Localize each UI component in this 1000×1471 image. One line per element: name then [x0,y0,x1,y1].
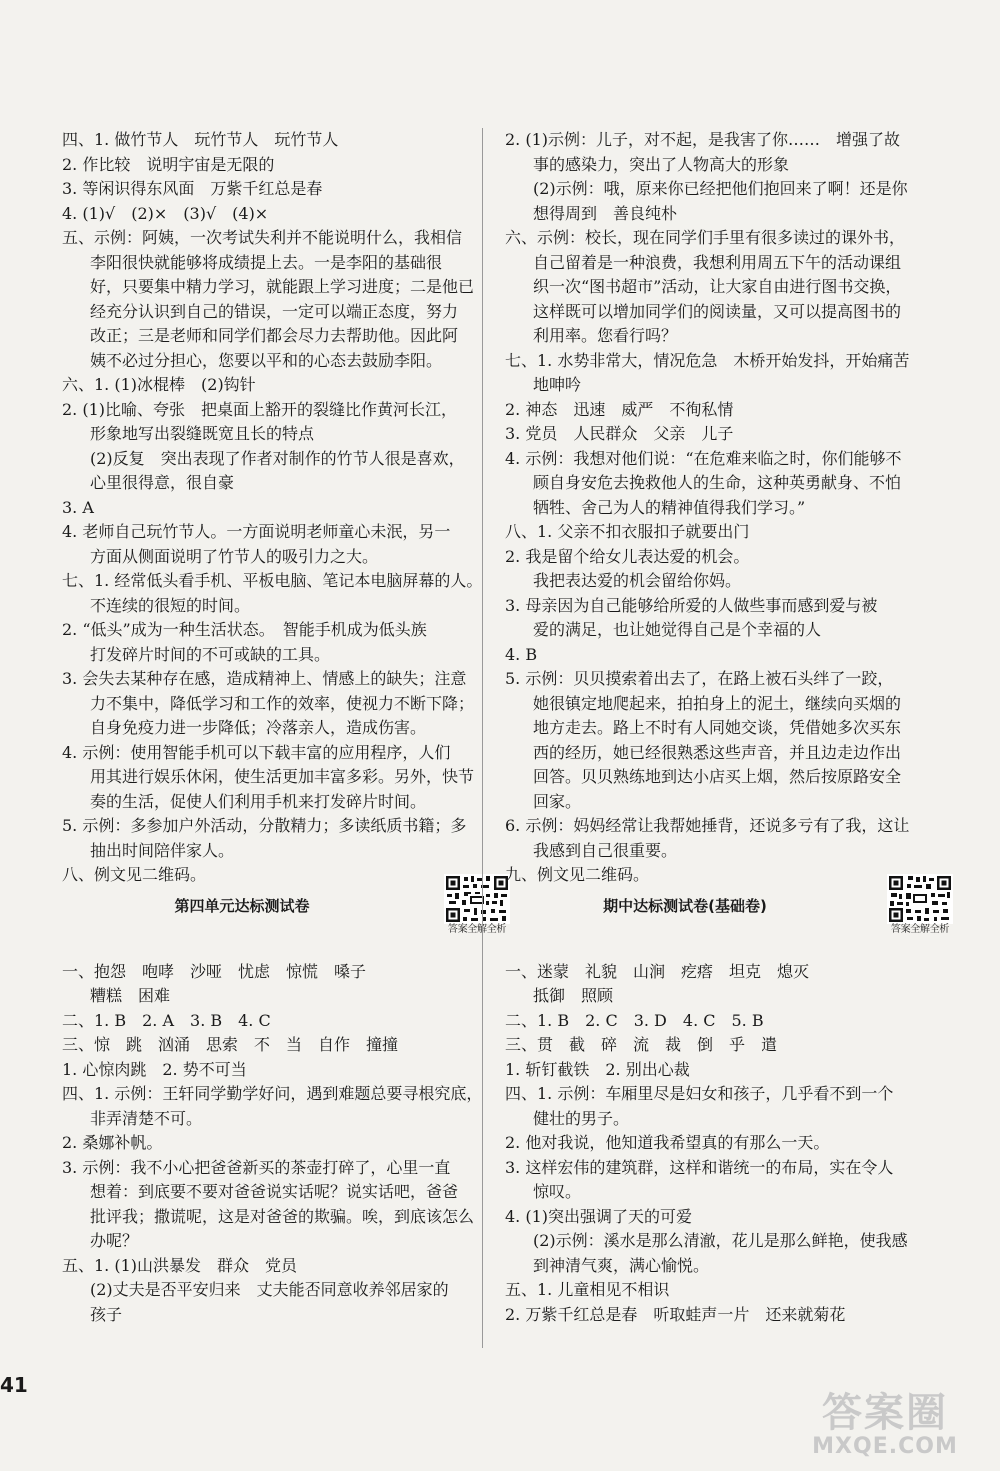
answer-line: 奏的生活，促使人们利用手机来打发碎片时间。 [90,791,427,811]
answer-line: 力不集中，降低学习和工作的效率，使视力不断下降； [90,693,475,713]
answer-line: 想得周到 善良纯朴 [533,203,678,223]
watermark-logo [790,1391,980,1459]
answer-line: 健壮的男子。 [533,1108,630,1128]
section-title: 第四单元达标测试卷 [174,896,310,915]
qr-code-icon [444,874,510,924]
answer-line: 2. 他对我说，他知道我希望真的有那么一天。 [505,1133,830,1152]
answer-line: 顾自身安危去挽救他人的生命，这种英勇献身、不怕 [533,473,902,492]
answer-line: 地呻吟 [533,375,582,394]
qr-code-icon [887,874,953,924]
answer-line: 牺牲、舍己为人的精神值得我们学习。” [533,497,806,517]
answer-line: 4. (1)√ (2)× (3)√ (4)× [62,203,269,223]
answer-line: 4. 示例：我想对他们说：“在危难来临之时，你们能够不 [505,448,902,468]
answer-line: 事的感染力，突出了人物高大的形象 [533,154,790,174]
answer-line: 姨不必过分担心，您要以平和的心态去鼓励李阳。 [90,350,443,370]
answer-line: 1. 心惊肉跳 2. 势不可当 [62,1059,247,1079]
left-column [62,128,517,1327]
answer-line: 李阳很快就能够将成绩提上去。一是李阳的基础很 [90,252,443,272]
answer-line: 2. 桑娜补帆。 [62,1133,163,1152]
answer-line: (2)示例：溪水是那么清澈，花儿是那么鲜艳，使我感 [533,1231,908,1250]
answer-line: 5. 示例：贝贝摸索着出去了，在路上被石头绊了一跤， [505,669,894,688]
answer-line: 九、例文见二维码。 [505,865,650,884]
column-divider [482,128,483,1348]
watermark-top-text: 答案圈 [822,1390,948,1436]
answer-line: 形象地写出裂缝既宽且长的特点 [90,424,315,443]
answer-line: 二、1. B 2. C 3. D 4. C 5. B [505,1010,764,1030]
page-number: 41 [0,1373,28,1397]
answer-line: 3. 党员 人民群众 父亲 儿子 [505,424,734,443]
answer-line: 我感到自己很重要。 [533,840,678,860]
answer-line: 2. 神态 迅速 威严 不徇私情 [505,399,734,419]
right-column [505,128,960,1327]
answer-line: 2. 我是留个给女儿表达爱的机会。 [505,546,750,566]
answer-line: 3. 示例：我不小心把爸爸新买的茶壶打碎了，心里一直 [62,1157,451,1177]
answer-line: 八、例文见二维码。 [62,865,207,884]
answers-block-left-b [62,960,517,1328]
watermark-bottom-text: MXQE.COM [812,1434,958,1459]
answer-line: 1. 斩钉截铁 2. 别出心裁 [505,1059,690,1079]
answers-block-right-b [505,960,960,1328]
answer-line: 自身免疫力进一步降低；冷落亲人，造成伤害。 [90,718,427,737]
answers-block-right-a [505,128,960,888]
answer-line: 用其进行娱乐休闲，使生活更加丰富多彩。另外，快节 [90,767,475,786]
answer-line: 5. 示例：多参加户外活动，分散精力；多读纸质书籍；多 [62,816,467,835]
answer-line: 一、迷蒙 礼貌 山涧 疙瘩 坦克 熄灭 [505,961,810,981]
answer-line: 3. 母亲因为自己能够给所爱的人做些事而感到爱与被 [505,595,878,615]
answer-line: 惊叹。 [533,1182,582,1201]
answer-line: 自己留着是一种浪费，我想利用周五下午的活动课组 [533,252,902,272]
section-header-unit4 [62,892,517,954]
answer-line: 方面从侧面说明了竹节人的吸引力之大。 [90,546,379,566]
answer-line: 六、示例：校长，现在同学们手里有很多读过的课外书， [505,228,906,247]
answer-line: 七、1. 经常低头看手机、平板电脑、笔记本电脑屏幕的人。 [62,571,483,590]
answer-line: 爱的满足，也让她觉得自己是个幸福的人 [533,620,822,639]
answer-line: 办呢？ [90,1231,139,1250]
answer-line: 回家。 [533,791,582,811]
section-title: 期中达标测试卷(基础卷) [603,896,767,915]
answer-line: 非弄清楚不可。 [90,1108,203,1128]
answer-line: 五、1. (1)山洪暴发 群众 党员 [62,1255,298,1275]
answer-line: 四、1. 做竹节人 玩竹节人 玩竹节人 [62,130,339,149]
answer-line: 抽出时间陪伴家人。 [90,840,235,860]
answer-line: 地方走去。路上不时有人同她交谈，凭借她多次买东 [533,718,902,737]
answer-line: 3. 等闲识得东风面 万紫千红总是春 [62,179,323,198]
answer-line: 2. 作比较 说明宇宙是无限的 [62,154,275,174]
answer-line: 心里很得意，很自豪 [90,473,235,492]
answers-block-left-a [62,128,517,888]
answer-line: 一、抱怨 咆哮 沙哑 忧虑 惊慌 嗓子 [62,961,367,981]
answer-line: 4. 示例：使用智能手机可以下载丰富的应用程序，人们 [62,742,451,762]
answer-line: 好，只要集中精力学习，就能跟上学习进度；二是他已 [90,277,475,296]
answer-line: 糟糕 困难 [90,986,171,1005]
answer-line: 孩子 [90,1304,123,1324]
answer-line: (2)丈夫是否平安归来 丈夫能否同意收养邻居家的 [90,1280,449,1299]
section-header-midterm [505,892,960,954]
answer-line: 七、1. 水势非常大，情况危急 木桥开始发抖，开始痛苦 [505,350,910,370]
answer-line: 二、1. B 2. A 3. B 4. C [62,1010,271,1030]
answer-line: 不连续的很短的时间。 [90,595,251,615]
answer-line: 三、贯 截 碎 流 裁 倒 乎 遣 [505,1035,778,1054]
answer-line: 西的经历，她已经很熟悉这些声音，并且边走边作出 [533,742,902,762]
answer-line: 3. 会失去某种存在感，造成精神上、情感上的缺失；注意 [62,669,467,688]
answer-line: 2. “低头”成为一种生活状态。 智能手机成为低头族 [62,620,427,639]
answer-line: 三、惊 跳 汹涌 思索 不 当 自作 撞撞 [62,1035,399,1054]
answer-line: 打发碎片时间的不可或缺的工具。 [90,644,331,664]
answer-line: 我把表达爱的机会留给你妈。 [533,571,742,590]
answer-line: 这样既可以增加同学们的阅读量，又可以提高图书的 [533,301,902,321]
answer-line: 3. 这样宏伟的建筑群，这样和谐统一的布局，实在令人 [505,1157,894,1177]
answer-line: 四、1. 示例：王轩同学勤学好问，遇到难题总要寻根究底， [62,1084,483,1103]
answer-line: 4. 老师自己玩竹节人。一方面说明老师童心未泯，另一 [62,522,451,541]
answer-line: 2. 万紫千红总是春 听取蛙声一片 还来就菊花 [505,1304,846,1324]
answer-line: 6. 示例：妈妈经常让我帮她捶背，还说多亏有了我，这让 [505,816,910,835]
qr-code[interactable] [880,874,960,936]
answer-line: 4. B [505,644,538,664]
answer-line: 利用率。您看行吗？ [533,326,678,345]
qr-caption: 答案全解全析 [890,923,950,935]
answer-line: 四、1. 示例：车厢里尽是妇女和孩子，几乎看不到一个 [505,1084,894,1103]
answer-line: 五、示例：阿姨，一次考试失利并不能说明什么，我相信 [62,228,463,247]
answer-line: 六、1. (1)冰棍棒 (2)钩针 [62,375,256,394]
answer-line: 经充分认识到自己的错误，一定可以端正态度，努力 [90,301,459,321]
answer-line: 改正；三是老师和同学们都会尽力去帮助他。因此阿 [90,326,459,345]
answer-line: 2. (1)比喻、夸张 把桌面上豁开的裂缝比作黄河长江， [62,399,458,419]
answer-line: 4. (1)突出强调了天的可爱 [505,1206,693,1226]
answer-line: 2. (1)示例：儿子，对不起，是我害了你…… 增强了故 [505,130,901,149]
answer-line: 想着：到底要不要对爸爸说实话呢？说实话吧，爸爸 [90,1182,459,1201]
answer-line: 八、1. 父亲不扣衣服扣子就要出门 [505,522,750,541]
qr-caption: 答案全解全析 [447,923,507,935]
answer-line: 到神清气爽，满心愉悦。 [533,1255,710,1275]
answer-line: 抵御 照顾 [533,986,614,1005]
answer-line: 批评我；撒谎呢，这是对爸爸的欺骗。唉，到底该怎么 [90,1206,475,1226]
answer-line: 五、1. 儿童相见不相识 [505,1280,670,1299]
answer-line: 回答。贝贝熟练地到达小店买上烟，然后按原路安全 [533,767,902,786]
answer-line: 她很镇定地爬起来，拍拍身上的泥土，继续向买烟的 [533,693,902,713]
answer-line: (2)反复 突出表现了作者对制作的竹节人很是喜欢， [90,448,465,468]
answer-line: 3. A [62,497,94,517]
answer-line: 织一次“图书超市”活动，让大家自由进行图书交换， [533,277,902,296]
answer-line: (2)示例：哦，原来你已经把他们抱回来了啊！还是你 [533,179,908,198]
